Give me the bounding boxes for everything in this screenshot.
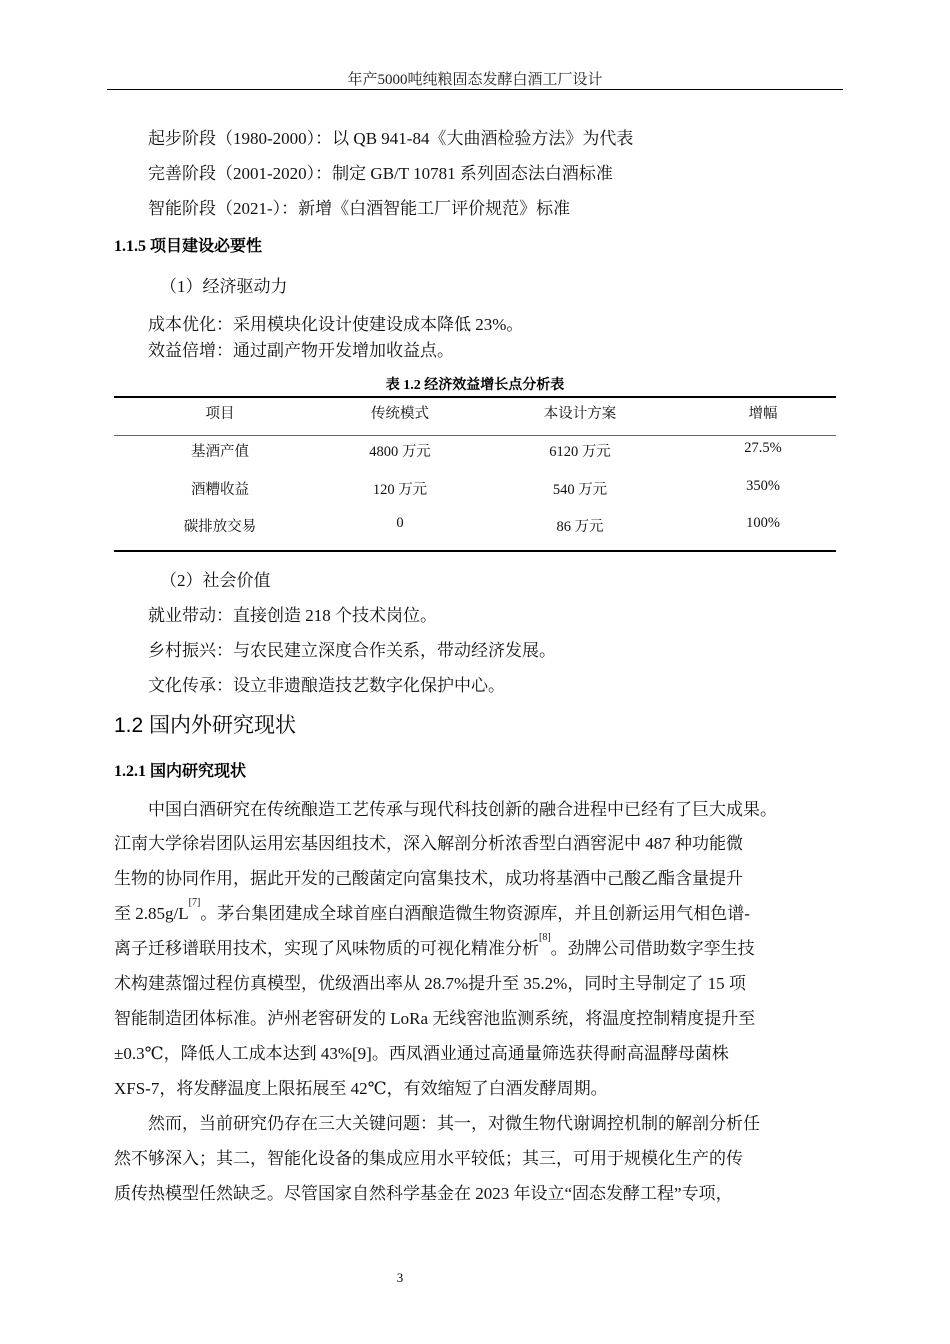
para-text: 。茅台集团建成全球首座白酒酿造微生物资源库，并且创新运用气相色谱- xyxy=(200,904,750,923)
table-header-cell: 传统模式 xyxy=(371,406,429,422)
sub-heading-social: （2）社会价值 xyxy=(160,571,271,590)
stage-line-3: 智能阶段（2021-）：新增《白酒智能工厂评价规范》标准 xyxy=(148,199,571,218)
table-header-rule xyxy=(114,435,836,436)
para-line: XFS-7，将发酵温度上限拓展至 42℃，有效缩短了白酒发酵周期。 xyxy=(114,1079,608,1098)
table-cell: 350% xyxy=(746,478,780,494)
table-bottom-rule xyxy=(114,550,836,552)
heading-1-2-1: 1.2.1 国内研究现状 xyxy=(114,763,247,780)
header-rule xyxy=(107,89,843,90)
econ-line-2: 效益倍增：通过副产物开发增加收益点。 xyxy=(148,341,454,360)
citation-ref: [8] xyxy=(539,932,551,943)
stage-line-1: 起步阶段（1980-2000）：以 QB 941-84《大曲酒检验方法》为代表 xyxy=(148,129,634,148)
heading-1-1-5: 1.1.5 项目建设必要性 xyxy=(114,238,263,255)
table-header-cell: 增幅 xyxy=(748,406,778,422)
social-line-1: 就业带动：直接创造 218 个技术岗位。 xyxy=(148,606,437,625)
table-cell: 100% xyxy=(746,515,780,531)
table-cell: 酒糟收益 xyxy=(191,482,249,498)
para-line: 然而，当前研究仍存在三大关键问题：其一，对微生物代谢调控机制的解剖分析任 xyxy=(114,1114,760,1133)
para-line: 中国白酒研究在传统酿造工艺传承与现代科技创新的融合进程中已经有了巨大成果。 xyxy=(114,800,777,819)
para-line: 生物的协同作用，据此开发的己酸菌定向富集技术，成功将基酒中己酸乙酯含量提升 xyxy=(114,869,743,888)
table-cell: 27.5% xyxy=(744,440,782,456)
heading-1-2: 1.2 国内外研究现状 xyxy=(114,714,297,737)
para-line xyxy=(114,934,836,959)
para-line: 质传热模型任然缺乏。尽管国家自然科学基金在 2023 年设立“固态发酵工程”专项， xyxy=(114,1184,733,1203)
page-number: 3 xyxy=(396,1270,404,1285)
table-cell: 4800 万元 xyxy=(369,444,431,460)
para-line xyxy=(114,899,836,924)
social-line-3: 文化传承：设立非遗酿造技艺数字化保护中心。 xyxy=(148,676,505,695)
table-header-cell: 项目 xyxy=(205,406,235,422)
stage-line-2: 完善阶段（2001-2020）：制定 GB/T 10781 系列固态法白酒标准 xyxy=(148,164,613,183)
para-text: 至 2.85g/L xyxy=(114,904,189,923)
para-line: 江南大学徐岩团队运用宏基因组技术，深入解剖分析浓香型白酒窖泥中 487 种功能微 xyxy=(114,834,743,853)
para-line: ±0.3℃，降低人工成本达到 43%[9]。西凤酒业通过高通量筛选获得耐高温酵母菌株 xyxy=(114,1044,729,1063)
table-caption: 表 1.2 经济效益增长点分析表 xyxy=(385,378,565,393)
econ-line-1: 成本优化：采用模块化设计使建设成本降低 23%。 xyxy=(148,315,524,334)
table-cell: 120 万元 xyxy=(372,482,428,498)
para-text: 。劲牌公司借助数字孪生技 xyxy=(550,939,755,958)
citation-ref: [7] xyxy=(188,897,201,908)
table-header-cell: 本设计方案 xyxy=(543,406,617,422)
table-cell: 86 万元 xyxy=(556,519,604,535)
table-cell: 0 xyxy=(396,515,404,531)
para-text: 离子迁移谱联用技术，实现了风味物质的可视化精准分析 xyxy=(114,939,539,958)
running-header: 年产5000吨纯粮固态发酵白酒工厂设计 xyxy=(347,72,603,88)
social-line-2: 乡村振兴：与农民建立深度合作关系，带动经济发展。 xyxy=(148,641,556,660)
para-line: 然不够深入；其二，智能化设备的集成应用水平较低；其三，可用于规模化生产的传 xyxy=(114,1149,743,1168)
sub-heading-economic: （1）经济驱动力 xyxy=(160,277,288,296)
table-cell: 6120 万元 xyxy=(549,444,611,460)
table-cell: 基酒产值 xyxy=(191,444,249,460)
table-top-rule xyxy=(114,396,836,398)
table-cell: 540 万元 xyxy=(552,482,608,498)
para-line: 术构建蒸馏过程仿真模型，优级酒出率从 28.7%提升至 35.2%，同时主导制定了 15 项 xyxy=(114,974,746,993)
para-line: 智能制造团体标准。泸州老窖研发的 LoRa 无线窖池监测系统，将温度控制精度提升至 xyxy=(114,1009,756,1028)
table-cell: 碳排放交易 xyxy=(183,519,257,535)
